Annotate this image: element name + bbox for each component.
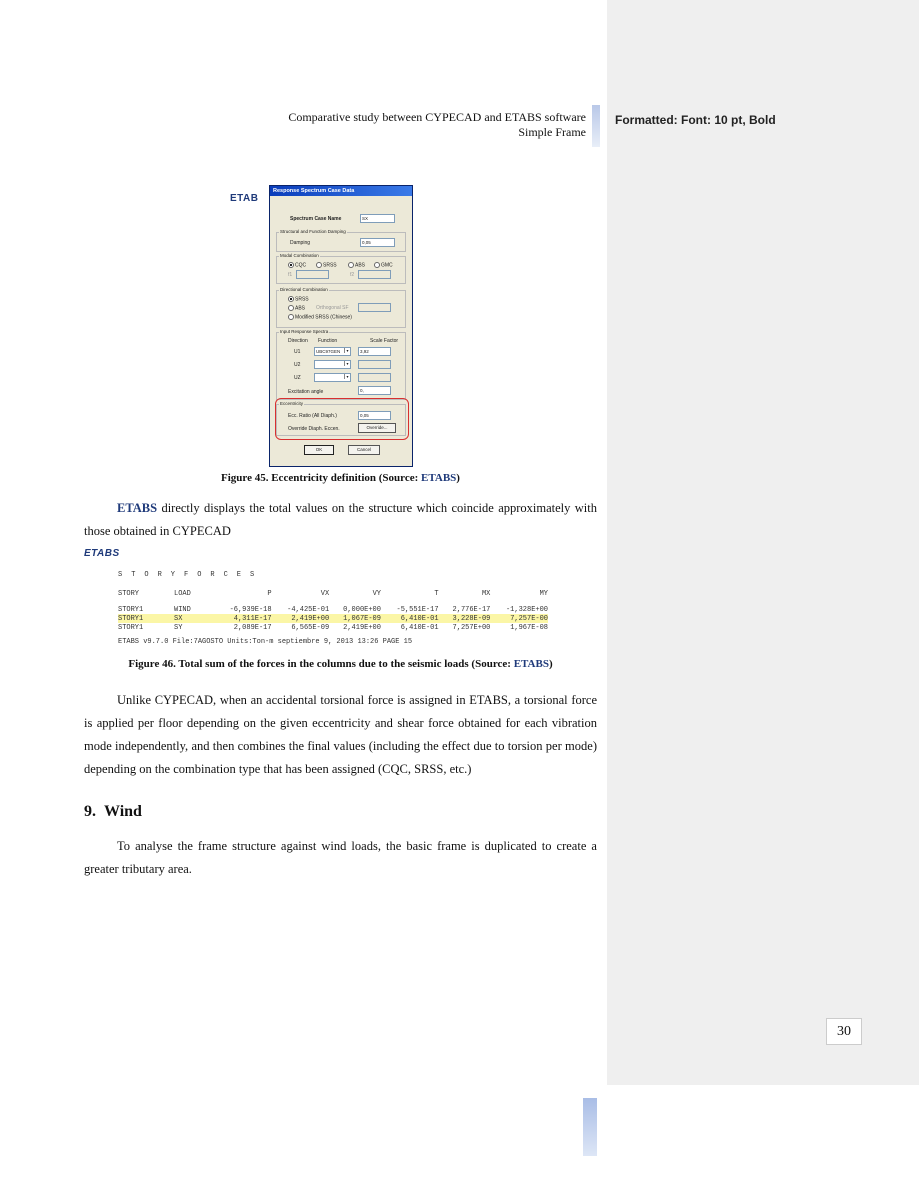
directional-group-label: Directional Combination — [280, 287, 328, 292]
modal-group-label: Modal Combination — [280, 253, 319, 258]
dir-option-abs[interactable]: ABS — [288, 305, 305, 311]
modal-option-abs[interactable]: ABS — [348, 262, 365, 268]
u1-label: U1 — [294, 349, 301, 355]
comment-sidebar — [607, 0, 919, 1085]
ecc-ratio-input[interactable]: 0,05 — [358, 411, 391, 420]
table-row-highlighted: STORY1 SX 4,311E-17 2,419E+00 1,067E-09 6,410E-01 3,228E-09 7,257E-00 — [118, 614, 548, 623]
story-forces-table — [118, 571, 548, 646]
uz-function-select[interactable] — [314, 373, 351, 382]
etabs-logo: ETAB — [230, 193, 259, 204]
section-heading: 9. Wind — [84, 803, 142, 820]
dir-option-srss[interactable]: SRSS — [288, 296, 309, 302]
case-name-label: Spectrum Case Name — [290, 216, 342, 222]
dir-option-modified[interactable]: Modified SRSS (Chinese) — [288, 314, 352, 320]
u1-function-select[interactable]: UBC97GEN ▼ — [316, 349, 350, 354]
override-button[interactable]: Override... — [358, 423, 396, 433]
u2-label: U2 — [294, 362, 301, 368]
footer-accent-bar — [583, 1098, 597, 1156]
u1-scale-input[interactable]: 3,92 — [358, 347, 391, 356]
story-forces-title: S T O R Y F O R C E S — [118, 571, 257, 579]
ok-button[interactable]: OK — [304, 445, 334, 455]
override-label: Override Diaph. Eccen. — [288, 426, 340, 432]
header-line-2: Simple Frame — [518, 125, 586, 139]
col-direction: Direction — [288, 338, 308, 344]
f2-label: f2 — [350, 272, 355, 278]
eccentricity-highlight — [275, 398, 409, 440]
chevron-down-icon: ▼ — [345, 349, 350, 353]
story-forces-footer: ETABS v9.7.0 File:7AGOSTO Units:Ton-m septiembre 9, 2013 13:26 PAGE 15 — [118, 638, 413, 646]
figure-45-caption: Figure 45. Eccentricity definition (Source: ETABS) — [221, 472, 460, 484]
damping-input[interactable]: 0,05 — [360, 238, 395, 247]
spectra-group-label: Input Response Spectra — [280, 329, 329, 334]
table-row: STORY1 SY 2,089E-17 6,565E-09 2,419E+00 6,410E-01 7,257E+00 1,967E-08 — [118, 623, 548, 632]
dialog-title: Response Spectrum Case Data — [270, 186, 412, 196]
chevron-down-icon: ▼ — [345, 362, 350, 366]
excitation-angle-input[interactable]: 0, — [358, 386, 391, 395]
uz-label: UZ — [294, 375, 301, 381]
response-spectrum-dialog — [269, 185, 413, 467]
cancel-button[interactable]: Cancel — [348, 445, 380, 455]
header-line-1: Comparative study between CYPECAD and ETABS software — [288, 110, 586, 124]
table-header-row: STORY LOAD P VX VY T MX MY — [118, 589, 548, 598]
u2-scale-input[interactable] — [358, 360, 391, 369]
chevron-down-icon: ▼ — [345, 375, 350, 379]
page-number: 30 — [826, 1018, 862, 1045]
modal-option-srss[interactable]: SRSS — [316, 262, 337, 268]
orthogonal-sf-input[interactable] — [358, 303, 391, 312]
case-name-input[interactable]: SX — [360, 214, 395, 223]
f2-input[interactable] — [358, 270, 391, 279]
paragraph-3: To analyse the frame structure against wind loads, the basic frame is duplicated to create a greater tributary area. — [84, 839, 597, 876]
figure-46-caption: Figure 46. Total sum of the forces in the columns due to the seismic loads (Source: ETABS) — [128, 658, 553, 670]
etabs-term: ETABS — [117, 501, 158, 515]
paragraph-2: Unlike CYPECAD, when an accidental torsional force is assigned in ETABS, a torsional force is applied per floor depending on the given eccentricity and shear force obtained for each vibration mode independently, and then combines the final values (including the effect due to torsion per mode) depending on the combination type that has been assigned (CQC, SRSS, etc.) — [84, 693, 597, 776]
f1-label: f1 — [288, 272, 293, 278]
modal-option-gmc[interactable]: GMC — [374, 262, 393, 268]
damping-group-label: Structural and Function Damping — [280, 229, 346, 234]
etabs-logo-2: ETABS — [84, 548, 120, 559]
damping-label: Damping — [290, 240, 311, 246]
col-function: Function — [318, 338, 338, 344]
running-header — [288, 110, 586, 140]
sidebar-title: Formatted: Font: 10 pt, Bold — [615, 113, 776, 127]
table-row: STORY1 WIND -6,939E-18 -4,425E-01 0,000E+00 -5,551E-17 2,776E-17 -1,328E+00 — [118, 605, 548, 614]
col-scale-factor: Scale Factor — [370, 338, 399, 344]
header-accent-bar — [592, 105, 600, 147]
orthogonal-sf-label: Orthogonal SF — [316, 305, 349, 311]
u2-function-select[interactable] — [314, 360, 351, 369]
f1-input[interactable] — [296, 270, 329, 279]
ecc-ratio-label: Ecc. Ratio (All Diaph.) — [288, 413, 337, 419]
excitation-angle-label: Excitation angle — [288, 389, 324, 395]
eccentricity-group-label: Eccentricity — [280, 401, 304, 406]
modal-option-cqc[interactable]: CQC — [288, 262, 306, 268]
paragraph-1: ETABS directly displays the total values on the structure which coincide approximately with those obtained in CYPECAD — [84, 501, 597, 538]
uz-scale-input[interactable] — [358, 373, 391, 382]
